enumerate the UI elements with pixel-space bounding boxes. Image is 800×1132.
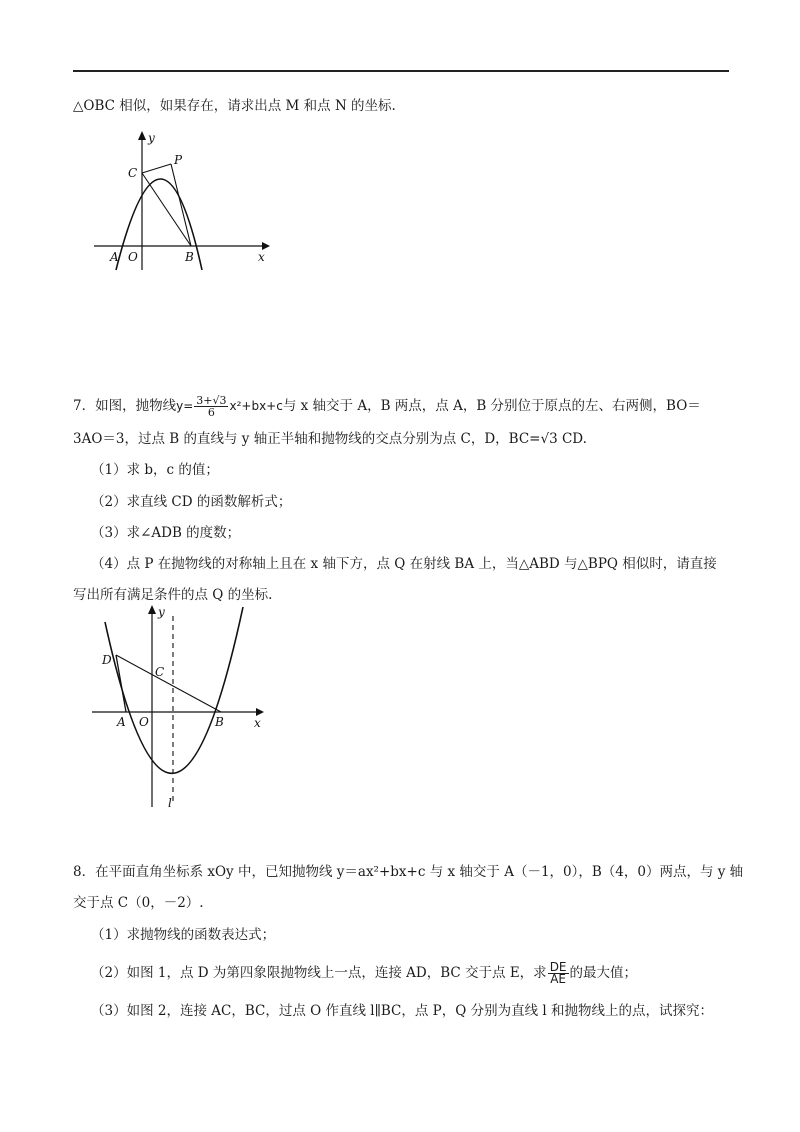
q7-formula-y: y= bbox=[176, 399, 194, 413]
fig2-b-label: B bbox=[215, 715, 224, 729]
q8-sub2b: 的最大值； bbox=[569, 965, 638, 981]
fig2-d-label: D bbox=[102, 653, 112, 667]
fig2-x-label: x bbox=[254, 716, 261, 730]
q8-line2: 交于点 C（0，－2）. bbox=[73, 895, 204, 911]
fig1-a-label: A bbox=[110, 250, 119, 264]
q6-tail-text: △OBC 相似，如果存在，请求出点 M 和点 N 的坐标. bbox=[73, 98, 396, 114]
q7-formula-frac bbox=[194, 395, 228, 418]
q7-sub2: （2）求直线 CD 的函数解析式； bbox=[91, 494, 292, 510]
q7-line1-a: 7．如图，抛物线 bbox=[73, 398, 177, 414]
q8-sub2-den: AE bbox=[550, 972, 566, 986]
fig1-o-label: O bbox=[128, 250, 138, 264]
q7-formula-rest: x²+bx+c bbox=[229, 399, 283, 413]
q8-sub2a: （2）如图 1，点 D 为第四象限抛物线上一点，连接 AD，BC 交于点 E，求 bbox=[91, 965, 547, 981]
q8-sub1: （1）求抛物线的函数表达式； bbox=[91, 927, 276, 943]
fig2-o-label: O bbox=[139, 715, 149, 729]
fig2-a-label: A bbox=[117, 715, 126, 729]
figure-2-parabola bbox=[88, 602, 278, 812]
q7-line1-b: 与 x 轴交于 A，B 两点，点 A，B 分别位于原点的左、右两侧，BO＝ bbox=[282, 398, 701, 414]
fig1-b-label: B bbox=[185, 250, 194, 264]
q7-line2: 3AO＝3，过点 B 的直线与 y 轴正半轴和抛物线的交点分别为点 C，D，BC=√3 CD. bbox=[73, 431, 587, 447]
q7-sub4b: 写出所有满足条件的点 Q 的坐标. bbox=[73, 587, 273, 603]
q8-sub2 bbox=[91, 962, 637, 985]
figure-1-parabola bbox=[90, 128, 280, 273]
q8-sub3: （3）如图 2，连接 AC，BC，过点 O 作直线 l∥BC，点 P，Q 分别为直线 l 和抛物线上的点，试探究： bbox=[91, 1003, 713, 1019]
q7-line1 bbox=[73, 395, 701, 418]
fig2-y-label: y bbox=[158, 605, 165, 619]
fig1-x-label: x bbox=[258, 250, 265, 264]
q7-formula-num: 3+√3 bbox=[196, 394, 227, 407]
q7-formula-den: 6 bbox=[207, 406, 215, 419]
fig1-c-label: C bbox=[128, 166, 138, 180]
q8-line1: 8．在平面直角坐标系 xOy 中，已知抛物线 y＝ax²+bx+c 与 x 轴交于 A（－1，0），B（4，0）两点，与 y 轴 bbox=[73, 864, 744, 880]
fig1-p-label: P bbox=[174, 153, 183, 167]
header-rule bbox=[73, 70, 729, 72]
fig2-l-label: l bbox=[168, 796, 172, 810]
q7-sub4a: （4）点 P 在抛物线的对称轴上且在 x 轴下方，点 Q 在射线 BA 上，当△ABD 与△BPQ 相似时，请直接 bbox=[91, 556, 717, 572]
fig2-c-label: C bbox=[155, 665, 165, 679]
q7-sub1: （1）求 b，c 的值； bbox=[91, 462, 219, 478]
q8-sub2-frac bbox=[548, 962, 569, 985]
q7-sub3: （3）求∠ADB 的度数； bbox=[91, 525, 241, 541]
q8-sub2-num: DE bbox=[549, 960, 567, 974]
fig1-y-label: y bbox=[148, 131, 155, 145]
